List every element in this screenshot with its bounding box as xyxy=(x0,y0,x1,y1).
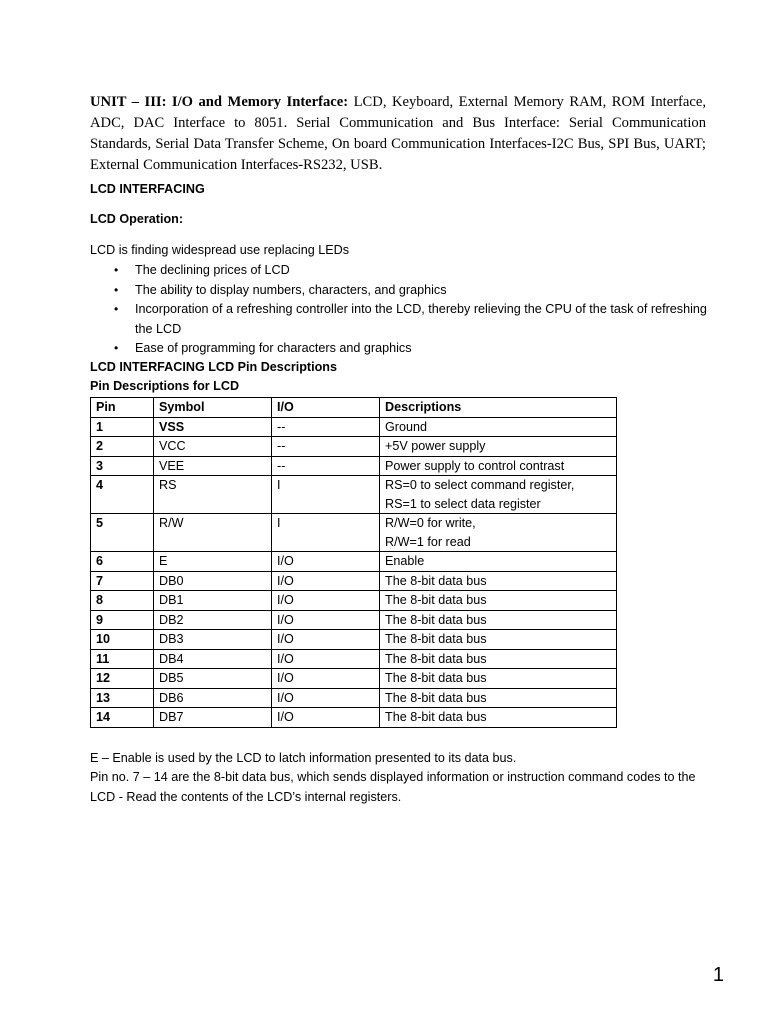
description-line: Power supply to control contrast xyxy=(385,458,565,473)
cell-symbol: VSS xyxy=(154,417,272,437)
description-line: Enable xyxy=(385,554,425,568)
description-line: The 8-bit data bus xyxy=(385,593,487,607)
description-line: The 8-bit data bus xyxy=(385,632,487,646)
bullet-item xyxy=(90,300,710,339)
table-row xyxy=(91,571,617,591)
cell-io: -- xyxy=(272,456,380,476)
bullet-item xyxy=(90,261,710,281)
description-line: The 8-bit data bus xyxy=(385,690,487,705)
table-row xyxy=(91,476,617,514)
cell-symbol: DB7 xyxy=(154,708,272,728)
table-row xyxy=(91,630,617,650)
cell-io: -- xyxy=(272,437,380,457)
cell-description xyxy=(380,708,617,728)
cell-symbol: DB6 xyxy=(154,688,272,708)
header-io: I/O xyxy=(272,398,380,418)
cell-pin: 10 xyxy=(91,630,154,650)
description-line: +5V power supply xyxy=(385,439,486,453)
cell-io: I/O xyxy=(272,688,380,708)
header-descriptions: Descriptions xyxy=(380,398,617,418)
cell-symbol: VCC xyxy=(154,437,272,457)
table-row xyxy=(91,514,617,552)
subsection-title: LCD Operation: xyxy=(90,212,184,226)
description-line: The 8-bit data bus xyxy=(385,671,487,685)
table-body xyxy=(91,417,617,727)
bullet-list xyxy=(90,261,710,359)
cell-description xyxy=(380,552,617,572)
unit-intro-body: LCD, Keyboard, External Memory RAM, ROM Interface, ADC, DAC Interface to 8051. Serial Communication and Bus Interface: Serial Communication Standards, Serial Data Transfer Scheme, On board Communication Interfaces-I2C Bus, SPI Bus, UART; External Communication Interfaces-RS232, USB. xyxy=(90,94,706,173)
cell-io: I/O xyxy=(272,571,380,591)
cell-description xyxy=(380,610,617,630)
pin-description-table xyxy=(90,397,617,728)
bullet-dot-icon: • xyxy=(114,282,119,297)
table-row xyxy=(91,456,617,476)
cell-symbol: DB1 xyxy=(154,591,272,611)
table-row xyxy=(91,552,617,572)
table-row xyxy=(91,610,617,630)
description-line: The 8-bit data bus xyxy=(385,612,487,627)
cell-symbol: DB5 xyxy=(154,669,272,689)
bullet-item xyxy=(90,339,710,359)
description-line: The 8-bit data bus xyxy=(385,710,487,724)
description-line: RS=0 to select command register, xyxy=(385,478,575,492)
cell-io: I/O xyxy=(272,552,380,572)
header-pin: Pin xyxy=(91,398,154,418)
cell-pin: 7 xyxy=(91,571,154,591)
cell-symbol: DB0 xyxy=(154,571,272,591)
bullet-text: The declining prices of LCD xyxy=(135,263,290,277)
cell-description xyxy=(380,417,617,437)
bullet-text: The ability to display numbers, characters, and graphics xyxy=(135,282,447,297)
section-title: LCD INTERFACING xyxy=(90,182,205,196)
page-number: 1 xyxy=(712,964,724,986)
description-line: Ground xyxy=(385,419,428,434)
cell-symbol: DB2 xyxy=(154,610,272,630)
cell-io: I/O xyxy=(272,610,380,630)
description-line: R/W=0 for write, xyxy=(385,516,476,530)
cell-symbol: DB4 xyxy=(154,649,272,669)
note-data-bus: Pin no. 7 – 14 are the 8-bit data bus, which sends displayed information or instruction command codes to the LCD - Read the contents of the LCD’s internal registers. xyxy=(90,770,696,804)
cell-io: I xyxy=(272,514,380,552)
description-line: The 8-bit data bus xyxy=(385,573,487,588)
unit-heading: UNIT – III: I/O and Memory Interface: xyxy=(90,94,349,110)
cell-pin: 3 xyxy=(91,456,154,476)
cell-symbol: E xyxy=(154,552,272,572)
cell-pin: 5 xyxy=(91,514,154,552)
cell-io: I/O xyxy=(272,591,380,611)
note-enable: E – Enable is used by the LCD to latch information presented to its data bus. xyxy=(90,751,517,765)
description-line: The 8-bit data bus xyxy=(385,651,487,666)
cell-description xyxy=(380,571,617,591)
cell-io: -- xyxy=(272,417,380,437)
unit-intro-paragraph xyxy=(90,92,706,176)
cell-io: I/O xyxy=(272,708,380,728)
cell-io: I/O xyxy=(272,669,380,689)
cell-description xyxy=(380,649,617,669)
cell-symbol: DB3 xyxy=(154,630,272,650)
cell-pin: 1 xyxy=(91,417,154,437)
table-row xyxy=(91,417,617,437)
cell-description xyxy=(380,630,617,650)
cell-io: I/O xyxy=(272,630,380,650)
cell-description xyxy=(380,591,617,611)
cell-io: I xyxy=(272,476,380,514)
table-row xyxy=(91,649,617,669)
cell-description xyxy=(380,456,617,476)
cell-description xyxy=(380,669,617,689)
cell-pin: 11 xyxy=(91,649,154,669)
cell-pin: 12 xyxy=(91,669,154,689)
description-line: R/W=1 for read xyxy=(385,534,471,549)
bullet-item xyxy=(90,281,710,301)
cell-symbol: RS xyxy=(154,476,272,514)
lead-text: LCD is finding widespread use replacing LEDs xyxy=(90,243,350,257)
cell-pin: 6 xyxy=(91,552,154,572)
cell-pin: 4 xyxy=(91,476,154,514)
bullet-text: Incorporation of a refreshing controller into the LCD, thereby relieving the CPU of the task of refreshing the LCD xyxy=(135,302,707,336)
table-row xyxy=(91,688,617,708)
table-row xyxy=(91,437,617,457)
description-line: RS=1 to select data register xyxy=(385,496,541,511)
cell-description xyxy=(380,437,617,457)
cell-pin: 8 xyxy=(91,591,154,611)
header-symbol: Symbol xyxy=(154,398,272,418)
table-heading-2: Pin Descriptions for LCD xyxy=(90,379,240,393)
cell-pin: 2 xyxy=(91,437,154,457)
bullet-dot-icon: • xyxy=(114,341,119,356)
cell-description xyxy=(380,476,617,514)
cell-pin: 14 xyxy=(91,708,154,728)
cell-io: I/O xyxy=(272,649,380,669)
cell-pin: 9 xyxy=(91,610,154,630)
cell-description xyxy=(380,514,617,552)
cell-symbol: VEE xyxy=(154,456,272,476)
bullet-dot-icon: • xyxy=(114,263,119,277)
table-heading-1: LCD INTERFACING LCD Pin Descriptions xyxy=(90,360,337,374)
table-row xyxy=(91,669,617,689)
cell-description xyxy=(380,688,617,708)
table-row xyxy=(91,708,617,728)
table-header-row xyxy=(91,398,617,418)
table-row xyxy=(91,591,617,611)
bullet-text: Ease of programming for characters and graphics xyxy=(135,341,412,356)
cell-symbol: R/W xyxy=(154,514,272,552)
bullet-dot-icon: • xyxy=(114,302,119,317)
cell-pin: 13 xyxy=(91,688,154,708)
